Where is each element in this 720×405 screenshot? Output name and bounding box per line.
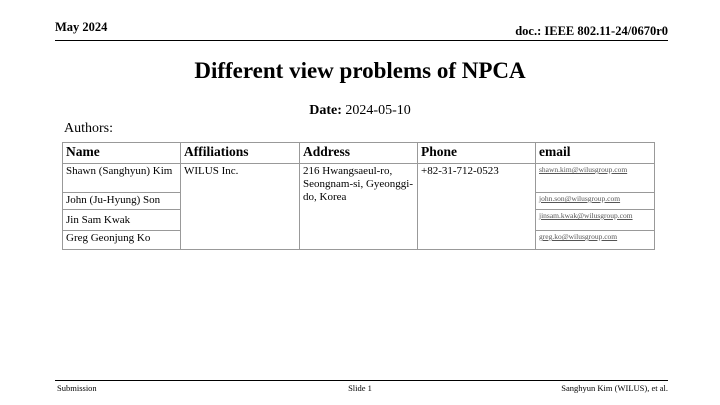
cell-email[interactable] [536, 193, 655, 210]
email-link[interactable]: greg.ko@wilusgroup.com [539, 232, 618, 241]
cell-email[interactable] [536, 231, 655, 250]
col-header-affiliations: Affiliations [181, 143, 300, 164]
date-label: Date: [309, 103, 342, 118]
cell-address: 216 Hwangsaeul-ro, Seongnam-si, Gyeonggi-do, Korea [300, 164, 418, 250]
authors-label: Authors: [64, 121, 113, 136]
footer-authors: Sanghyun Kim (WILUS), et al. [561, 383, 668, 393]
email-link[interactable]: jinsam.kwak@wilusgroup.com [539, 211, 633, 220]
cell-name: Shawn (Sanghyun) Kim [63, 164, 181, 193]
slide-title: Different view problems of NPCA [194, 58, 526, 83]
col-header-phone: Phone [418, 143, 536, 164]
date-line [0, 103, 720, 119]
col-header-address: Address [300, 143, 418, 164]
footer-divider [55, 380, 668, 381]
cell-email[interactable] [536, 210, 655, 231]
cell-name: Jin Sam Kwak [63, 210, 181, 231]
date-value: 2024-05-10 [345, 103, 411, 118]
header-divider [55, 40, 668, 41]
cell-affiliation: WILUS Inc. [181, 164, 300, 250]
cell-name: Greg Geonjung Ko [63, 231, 181, 250]
cell-email[interactable] [536, 164, 655, 193]
table-row [63, 164, 655, 193]
cell-name: John (Ju-Hyung) Son [63, 193, 181, 210]
footer-submission: Submission [57, 383, 97, 393]
cell-phone: +82-31-712-0523 [418, 164, 536, 250]
col-header-email: email [536, 143, 655, 164]
table-header-row [63, 143, 655, 164]
authors-table [62, 142, 655, 250]
footer-slide-number: Slide 1 [348, 383, 372, 393]
email-link[interactable]: john.son@wilusgroup.com [539, 194, 621, 203]
header-doc-id: doc.: IEEE 802.11-24/0670r0 [515, 24, 668, 38]
email-link[interactable]: shawn.kim@wilusgroup.com [539, 165, 628, 174]
header-date: May 2024 [55, 20, 108, 34]
col-header-name: Name [63, 143, 181, 164]
